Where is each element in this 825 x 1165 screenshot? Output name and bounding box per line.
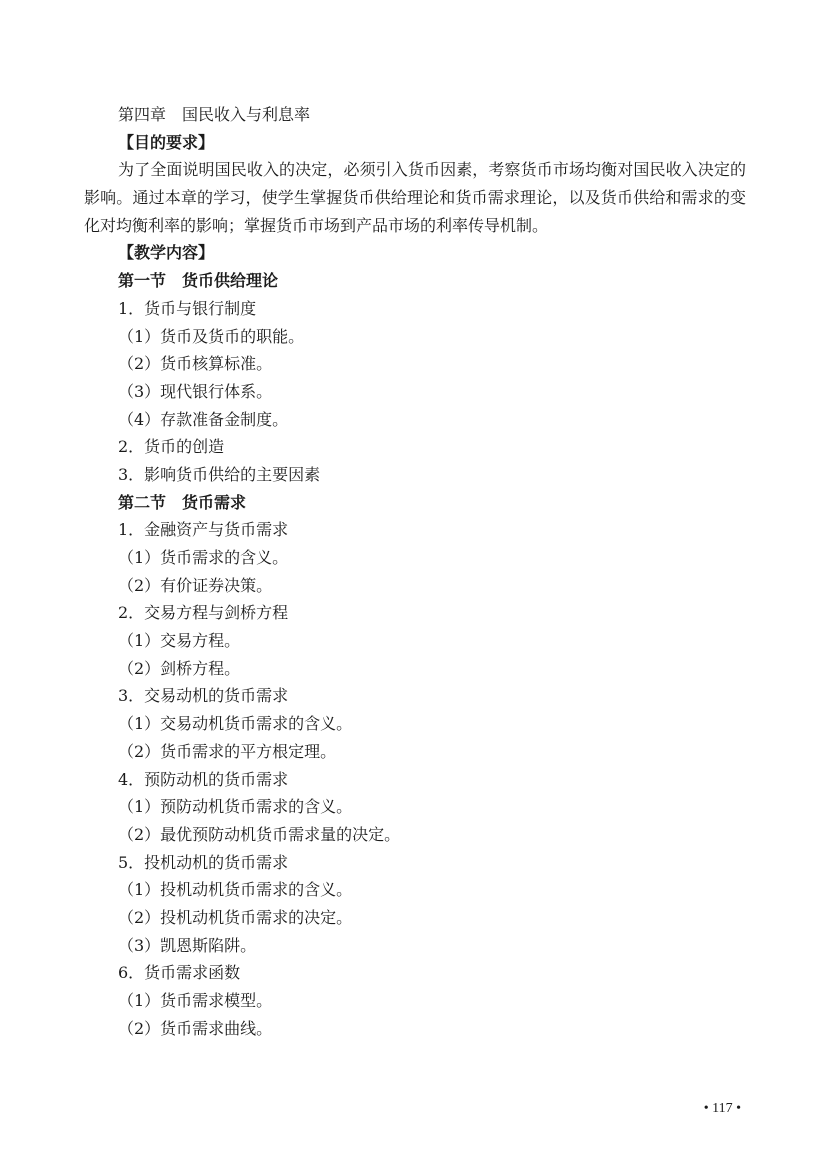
list-item: 3．交易动机的货币需求 <box>118 686 289 706</box>
list-item: （2）有价证券决策。 <box>118 575 273 595</box>
section-1-list <box>84 295 746 489</box>
list-item: （1）货币需求模型。 <box>118 991 273 1011</box>
list-item: （3）现代银行体系。 <box>118 381 273 401</box>
list-item: （2）货币需求的平方根定理。 <box>118 741 337 761</box>
list-item: 2．交易方程与剑桥方程 <box>118 603 289 623</box>
page-content <box>84 101 746 1042</box>
objectives-heading: 【目的要求】 <box>118 132 215 152</box>
list-item: （2）剑桥方程。 <box>118 658 241 678</box>
list-item: 3．影响货币供给的主要因素 <box>118 464 321 484</box>
section-1-title: 第一节 货币供给理论 <box>118 271 279 291</box>
list-item: 2．货币的创造 <box>118 437 225 457</box>
list-item: （1）预防动机货币需求的含义。 <box>118 797 353 817</box>
section-2-title: 第二节 货币需求 <box>118 492 247 512</box>
list-item: （2）货币核算标准。 <box>118 354 273 374</box>
list-item: 5．投机动机的货币需求 <box>118 852 289 872</box>
list-item: （3）凯恩斯陷阱。 <box>118 935 257 955</box>
list-item: 4．预防动机的货币需求 <box>118 769 289 789</box>
page-number: • 117 • <box>703 1101 741 1116</box>
list-item: （2）货币需求曲线。 <box>118 1018 273 1038</box>
list-item: （1）货币需求的含义。 <box>118 548 289 568</box>
section-2-list <box>84 516 746 1042</box>
list-item: 6．货币需求函数 <box>118 963 241 983</box>
list-item: （2）投机动机货币需求的决定。 <box>118 907 353 927</box>
list-item: （1）交易动机货币需求的含义。 <box>118 714 353 734</box>
content-heading: 【教学内容】 <box>118 243 215 263</box>
list-item: （1）投机动机货币需求的含义。 <box>118 880 353 900</box>
objectives-paragraph: 为了全面说明国民收入的决定，必须引入货币因素，考察货币市场均衡对国民收入决定的影响。通过本章的学习，使学生掌握货币供给理论和货币需求理论，以及货币供给和需求的变化对均衡利率的影响；掌握货币市场到产品市场的利率传导机制。 <box>84 160 746 235</box>
list-item: （1）交易方程。 <box>118 631 241 651</box>
chapter-title: 第四章 国民收入与利息率 <box>118 105 311 124</box>
list-item: （1）货币及货币的职能。 <box>118 326 305 346</box>
list-item: （4）存款准备金制度。 <box>118 409 289 429</box>
list-item: 1．货币与银行制度 <box>118 298 257 318</box>
list-item: 1．金融资产与货币需求 <box>118 520 289 540</box>
list-item: （2）最优预防动机货币需求量的决定。 <box>118 824 401 844</box>
